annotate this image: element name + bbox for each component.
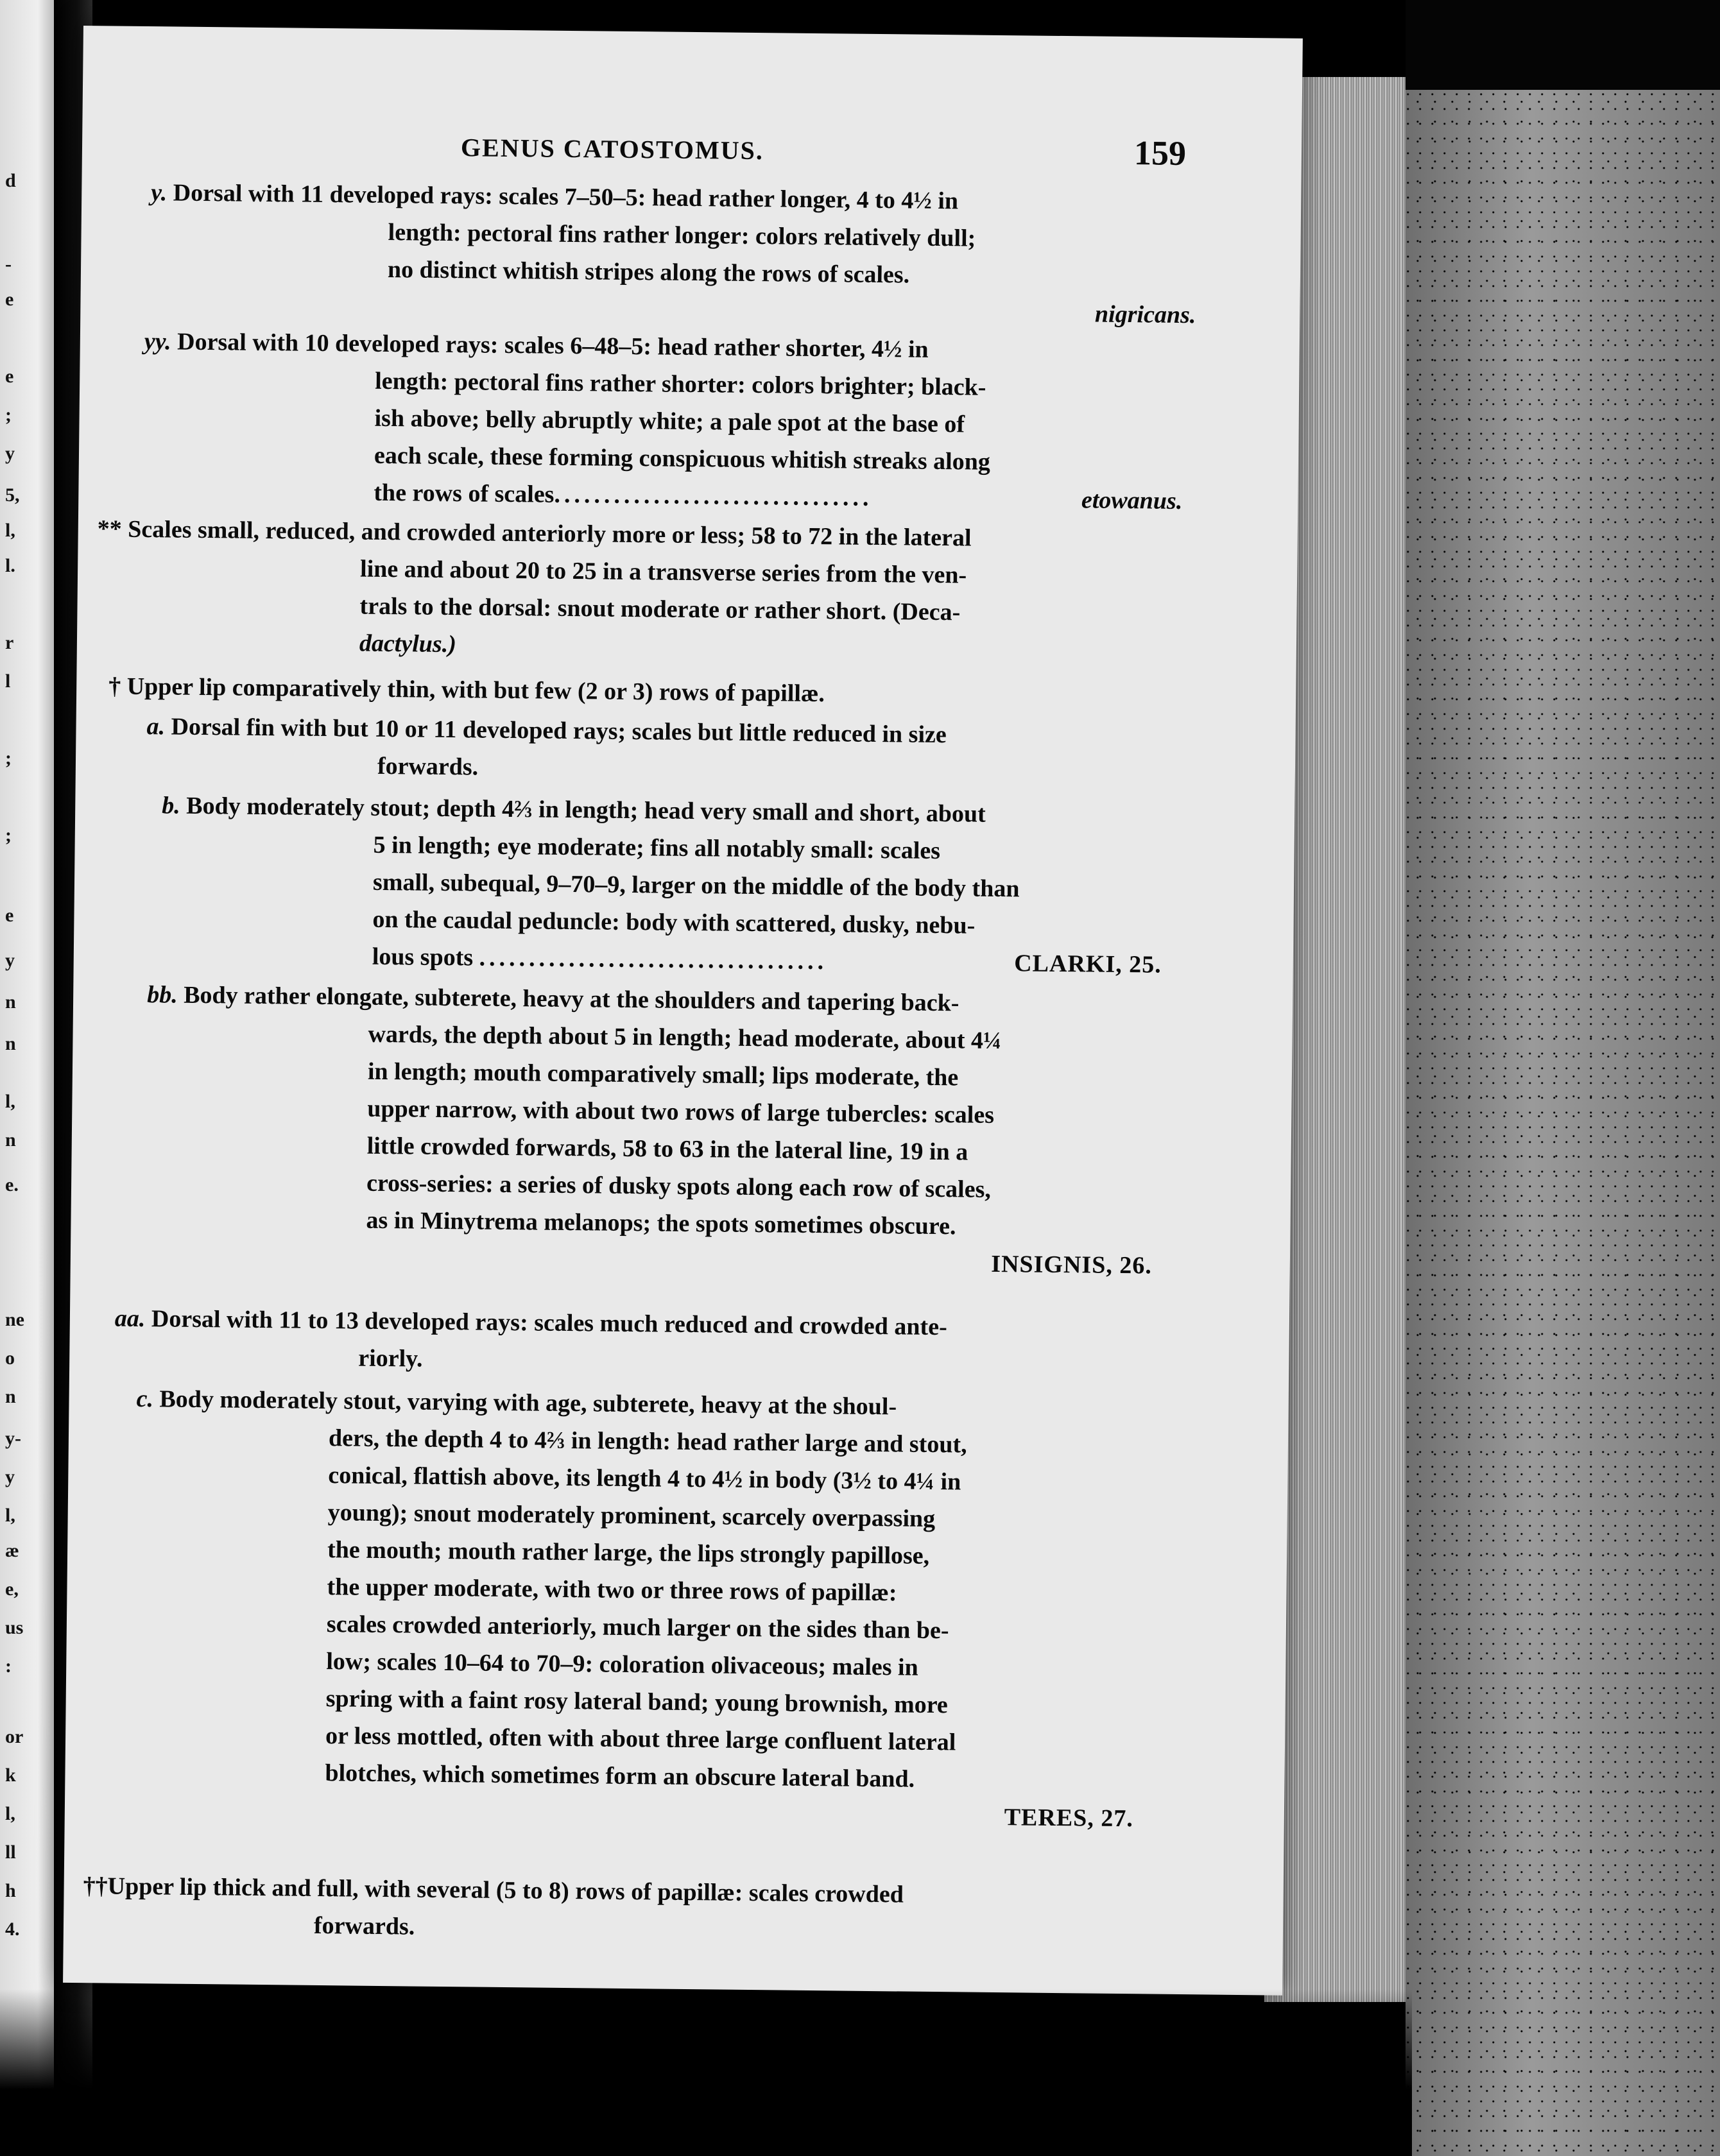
left-page-text-fragment: l, bbox=[5, 520, 15, 541]
entry-text: Body rather elongate, subterete, heavy at the shoulders and tapering back- bbox=[183, 981, 959, 1017]
left-page-text-fragment: ne bbox=[5, 1309, 24, 1330]
key-entry-b bbox=[160, 787, 1164, 983]
entry-label: bb. bbox=[146, 981, 178, 1009]
entry-text: ders, the depth 4 to 4⅔ in length: head rather large and stout, bbox=[328, 1425, 967, 1459]
entry-text: Upper lip thick and full, with several (5 to 8) rows of papillæ: scales crowded bbox=[107, 1872, 904, 1908]
species-name: INSIGNIS, 26. bbox=[991, 1250, 1153, 1279]
entry-text: the rows of scales bbox=[374, 479, 555, 508]
entry-label: c. bbox=[136, 1385, 154, 1413]
entry-text: the upper moderate, with two or three rows of papillæ: bbox=[327, 1573, 897, 1607]
entry-label: aa. bbox=[114, 1305, 146, 1333]
key-entry-c bbox=[132, 1380, 1138, 1837]
left-page-text-fragment: n bbox=[5, 1386, 16, 1407]
entry-label: † bbox=[108, 672, 121, 700]
entry-text: forwards. bbox=[313, 1912, 415, 1940]
leader-dots: ................................ bbox=[554, 481, 873, 511]
entry-text: no distinct whitish stripes along the rows of scales. bbox=[387, 255, 910, 289]
entry-text: Dorsal with 10 developed rays: scales 6–48–5: head rather shorter, 4½ in bbox=[176, 328, 929, 363]
entry-text: scales crowded anteriorly, much larger on the sides than be- bbox=[326, 1611, 949, 1645]
left-page-text-fragment: 4. bbox=[5, 1919, 20, 1940]
left-page-text-fragment: or bbox=[5, 1726, 24, 1747]
left-page-text-fragment: o bbox=[5, 1348, 15, 1369]
key-entry-bb bbox=[144, 976, 1155, 1284]
species-name: CLARKI, 25. bbox=[1014, 950, 1162, 979]
entry-text: spring with a faint rosy lateral band; young brownish, more bbox=[325, 1685, 949, 1719]
key-entry-double-star bbox=[96, 510, 1176, 671]
scan-shadow bbox=[0, 1989, 1412, 2156]
left-page-text-fragment: y bbox=[5, 950, 15, 971]
left-page-text-fragment: y bbox=[5, 1466, 15, 1487]
entry-text: 5 in length; eye moderate; fins all notably small: scales bbox=[373, 831, 941, 865]
entry-text: Dorsal fin with but 10 or 11 developed rays; scales but little reduced in size bbox=[171, 713, 947, 749]
page-number: 159 bbox=[1133, 133, 1187, 173]
entry-label: †† bbox=[83, 1872, 108, 1900]
left-page-text-fragment: e, bbox=[5, 1579, 19, 1600]
scan-background bbox=[1406, 0, 1720, 90]
entry-text: Upper lip comparatively thin, with but few (2 or 3) rows of papillæ. bbox=[126, 672, 825, 708]
book-page bbox=[63, 26, 1303, 1996]
left-page-text-fragment: n bbox=[5, 1129, 16, 1151]
left-page-text-fragment: l, bbox=[5, 1091, 15, 1112]
entry-text: forwards. bbox=[377, 752, 479, 781]
left-page-text-fragment: l. bbox=[5, 555, 15, 576]
left-page-text-fragment: n bbox=[5, 991, 16, 1013]
key-entry-a bbox=[146, 708, 1174, 793]
key-entry-yy bbox=[142, 323, 1184, 520]
entry-text: blotches, which sometimes form an obscure lateral band. bbox=[325, 1759, 915, 1793]
left-page-text-fragment: - bbox=[5, 253, 12, 275]
key-entry-double-dagger bbox=[83, 1867, 1136, 1953]
entry-text: on the caudal peduncle: body with scattered, dusky, nebu- bbox=[372, 905, 976, 939]
entry-text: Body moderately stout; depth 4⅔ in length; head very small and short, about bbox=[186, 792, 986, 828]
entry-text: trals to the dorsal: snout moderate or rather short. (Deca- bbox=[359, 592, 961, 626]
left-page-text-fragment: y- bbox=[5, 1428, 21, 1449]
entry-text: lous spots bbox=[372, 943, 474, 971]
entry-text: conical, flattish above, its length 4 to 4½ in body (3½ to 4¼ in bbox=[328, 1462, 961, 1496]
running-head bbox=[377, 125, 1187, 178]
left-page-text-fragment: : bbox=[5, 1656, 12, 1677]
entry-text: young); snout moderately prominent, scarcely overpassing bbox=[327, 1499, 936, 1533]
key-entry-y bbox=[150, 174, 1197, 334]
left-page-text-fragment: h bbox=[5, 1880, 16, 1901]
entry-label: yy. bbox=[144, 328, 171, 355]
entry-text: small, subequal, 9–70–9, larger on the middle of the body than bbox=[372, 868, 1020, 903]
left-page-text-fragment: y bbox=[5, 443, 15, 464]
entry-text: Scales small, reduced, and crowded anteriorly more or less; 58 to 72 in the lateral bbox=[128, 515, 972, 552]
entry-text: ish above; belly abruptly white; a pale spot at the base of bbox=[374, 404, 965, 438]
entry-label: a. bbox=[146, 713, 166, 740]
left-page-text-fragment: ; bbox=[5, 404, 12, 425]
entry-label: y. bbox=[151, 179, 168, 207]
entry-text: length: pectoral fins rather shorter: colors brighter; black- bbox=[375, 367, 986, 401]
species-name: TERES, 27. bbox=[1004, 1804, 1134, 1833]
left-page-text-fragment: n bbox=[5, 1033, 16, 1054]
entry-label: b. bbox=[162, 792, 180, 819]
left-page-text-fragment: e bbox=[5, 289, 14, 310]
key-entry-aa bbox=[114, 1300, 1142, 1385]
entry-text: in length; mouth comparatively small; lips moderate, the bbox=[367, 1057, 959, 1091]
left-page-text-fragment: k bbox=[5, 1765, 16, 1786]
left-page-text-fragment: us bbox=[5, 1617, 24, 1638]
left-page-text-fragment: ll bbox=[5, 1842, 16, 1863]
entry-text: upper narrow, with about two rows of large tubercles: scales bbox=[367, 1095, 995, 1129]
entry-text: riorly. bbox=[358, 1344, 423, 1373]
left-page-text-fragment: e. bbox=[5, 1174, 19, 1195]
book-edge-texture bbox=[1406, 90, 1720, 2156]
entry-text: Dorsal with 11 developed rays: scales 7–50–5: head rather longer, 4 to 4½ in bbox=[173, 179, 959, 215]
entry-text: Dorsal with 11 to 13 developed rays: scales much reduced and crowded ante- bbox=[151, 1305, 947, 1341]
leader-dots: ................................... bbox=[479, 944, 828, 975]
entry-text: low; scales 10–64 to 70–9: coloration olivaceous; males in bbox=[326, 1648, 918, 1681]
species-name: etowanus. bbox=[1081, 486, 1183, 515]
left-page-text-fragment: l, bbox=[5, 1803, 15, 1824]
entry-text: or less mottled, often with about three large confluent lateral bbox=[325, 1722, 956, 1756]
left-page-text-fragment: d bbox=[5, 170, 16, 191]
species-name: nigricans. bbox=[1094, 300, 1196, 329]
running-title: GENUS CATOSTOMUS. bbox=[460, 133, 764, 166]
left-page-text-fragment: l bbox=[5, 671, 11, 692]
adjacent-left-page bbox=[0, 0, 54, 2156]
left-page-text-fragment: e bbox=[5, 366, 14, 387]
left-page-text-fragment: r bbox=[5, 632, 14, 653]
left-page-text-fragment: e bbox=[5, 905, 14, 926]
entry-text: little crowded forwards, 58 to 63 in the lateral line, 19 in a bbox=[366, 1132, 968, 1166]
left-page-text-fragment: ; bbox=[5, 748, 12, 769]
entry-text: cross-series: a series of dusky spots along each row of scales, bbox=[366, 1169, 992, 1203]
entry-text: line and about 20 to 25 in a transverse series from the ven- bbox=[359, 555, 967, 589]
left-page-text-fragment: ; bbox=[5, 825, 12, 846]
left-page-text-fragment: l, bbox=[5, 1505, 15, 1526]
entry-text: dactylus.) bbox=[359, 629, 457, 658]
entry-text: length: pectoral fins rather longer: colors relatively dull; bbox=[388, 218, 976, 252]
entry-text: wards, the depth about 5 in length; head moderate, about 4¼ bbox=[368, 1020, 1002, 1055]
entry-text: the mouth; mouth rather large, the lips strongly papillose, bbox=[327, 1536, 930, 1570]
left-page-text-fragment: æ bbox=[5, 1540, 19, 1561]
entry-text: as in Minytrema melanops; the spots sometimes obscure. bbox=[366, 1206, 956, 1240]
left-page-text-fragment: 5, bbox=[5, 484, 20, 506]
entry-text: Body moderately stout, varying with age, subterete, heavy at the shoul- bbox=[159, 1385, 897, 1421]
entry-label: ** bbox=[97, 515, 123, 543]
entry-text: each scale, these forming conspicuous whitish streaks along bbox=[374, 441, 991, 475]
